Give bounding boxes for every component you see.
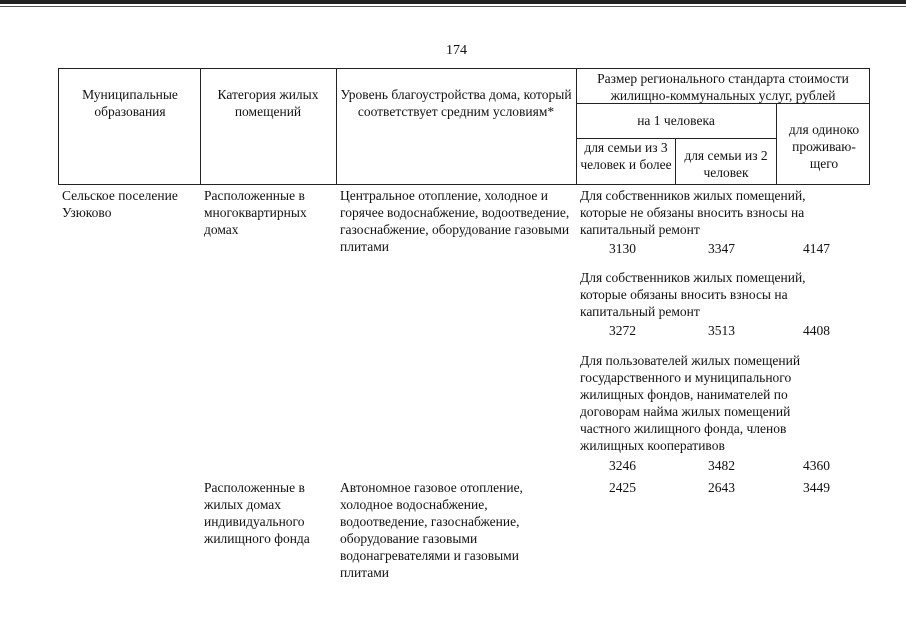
table-top-border [58,68,870,69]
value-single-g1: 4147 [803,241,830,256]
group-owners-no-capital-repair: Для собственников жилых помещений, которые не обязаны вносить взносы на капитальный ремонт [580,188,806,237]
header-standard-size: Размер регионального стандарта стоимости жилищно-коммунальных услуг, рублей [597,71,849,103]
group-users-state-municipal: Для пользователей жилых помещений государственного и муниципального жилищных фондов, нанимателей по договорам найма жилых помещений частного жилищного фонда, членов жилищных кооперативов [580,353,801,453]
header-bottom-border [58,184,870,185]
level-central-heating: Центральное отопление, холодное и горячее водоснабжение, водоотведение, газоснабжение, оборудование газовыми плитами [340,188,570,254]
header-municipality: Муниципальные образования [82,87,178,119]
header-single: для одиноко проживаю-щего [788,122,860,171]
value-single-row2: 3449 [803,480,830,495]
municipality-name: Сельское поселение Узюково [62,188,178,220]
header-family-2: для семьи из 2 человек [684,148,768,180]
value-family3-row2: 2425 [609,480,636,495]
category-individual-houses: Расположенные в жилых домах индивидуального жилищного фонда [204,480,310,546]
col-divider-3 [576,68,577,185]
col-divider-1 [200,68,201,185]
header-level: Уровень благоустройства дома, который соответствует средним условиям* [340,87,572,119]
page-number: 174 [446,43,467,58]
value-family2-g3: 3482 [708,458,735,473]
category-apartment-buildings: Расположенные в многоквартирных домах [204,188,307,237]
value-single-g2: 4408 [803,323,830,338]
col-divider-5 [776,103,777,185]
value-family3-g2: 3272 [609,323,636,338]
value-family3-g3: 3246 [609,458,636,473]
value-family3-g1: 3130 [609,241,636,256]
value-family2-g1: 3347 [708,241,735,256]
value-single-g3: 4360 [803,458,830,473]
col-divider-4 [675,138,676,185]
table-left-border [58,68,59,185]
scan-top-edge-line [0,6,906,7]
scan-top-edge [0,0,906,4]
header-category: Категория жилых помещений [217,87,319,119]
col-divider-2 [336,68,337,185]
header-per-person: на 1 человека [637,113,715,128]
value-family2-g2: 3513 [708,323,735,338]
group-owners-capital-repair: Для собственников жилых помещений, которые обязаны вносить взносы на капитальный ремонт [580,270,806,319]
header-family-3: для семьи из 3 человек и более [580,140,672,172]
level-autonomous-gas-heating: Автономное газовое отопление, холодное водоснабжение, водоотведение, газоснабжение, оборудование газовыми водонагревателями и газовыми плитами [340,480,523,580]
value-family2-row2: 2643 [708,480,735,495]
table-right-border [869,68,870,185]
